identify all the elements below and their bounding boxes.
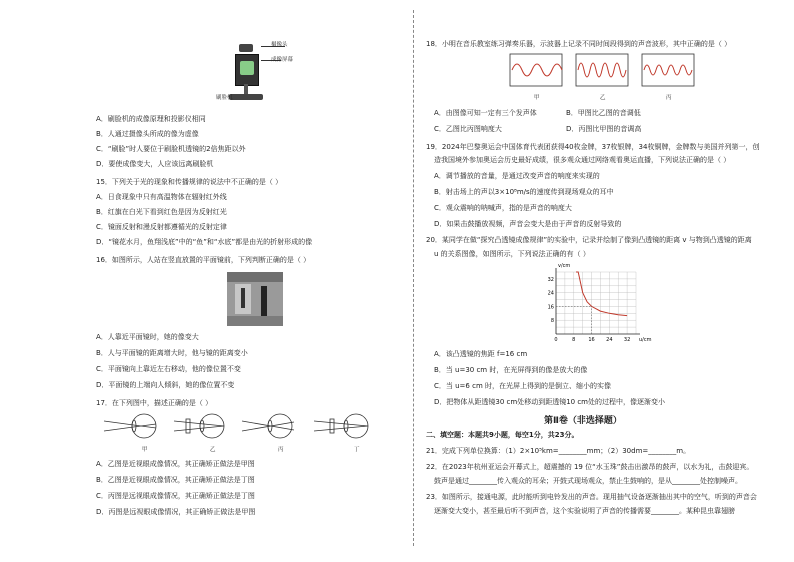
camera-label: 摄像头 <box>271 42 288 48</box>
q17-option-b: B．乙图是近视眼成像情况，其正确矫正做法是丁图 <box>96 476 255 484</box>
q19-option-d: D．如果击鼓播放视频，声音会变大是由于声音的反射导致的 <box>434 220 622 228</box>
q23: 23．如图所示，接通电源，此时能听到电铃发出的声音。现用抽气设备逐渐抽出其中的空气，听到的声音会 <box>426 493 757 501</box>
q20-option-a: A．该凸透镜的焦距 f=16 cm <box>434 350 528 358</box>
q19-stem-2: 造我国境外参加奥运会历史最好成绩，很多观众通过网络观看奥运直播，下列说法正确的是（ ） <box>434 156 731 164</box>
x-tick-label: 0 <box>554 337 558 343</box>
y-tick-label: 32 <box>547 276 554 283</box>
q14-option-c: C．“刷脸”时人要位于刷脸机透镜的2倍焦距以外 <box>96 145 246 153</box>
q20-option-c: C．当 u=6 cm 时，在光屏上得到的是倒立、缩小的实像 <box>434 382 611 390</box>
q19-option-a: A．调节播放的音量，是通过改变声音的响度来实现的 <box>434 172 600 180</box>
column-divider <box>413 10 414 546</box>
q23-continued: 逐渐变大变小，甚至最后听不到声音，这个实验说明了声音的传播需要________。某种昆虫靠翅膀 <box>434 507 735 515</box>
y-tick-label: 16 <box>547 304 554 311</box>
x-tick-label: 8 <box>572 337 576 343</box>
screen-label: 成像屏幕 <box>271 57 294 63</box>
q14-option-d: D．要使成像变大，人应该远离刷脸机 <box>96 160 214 168</box>
y-axis-label: v/cm <box>558 263 571 269</box>
q19-option-b: B．射击场上的声以3×10⁸m/s的速度传到现场观众的耳中 <box>434 188 614 196</box>
q20-option-b: B．当 u=30 cm 时，在光屏得到的像是放大的像 <box>434 366 588 374</box>
q21: 21．完成下列单位换算：（1）2×10⁵km=________mm；（2）30dm=________m。 <box>426 447 691 455</box>
wave-label-yi: 乙 <box>600 95 606 101</box>
q22: 22．在2023年杭州亚运会开幕式上，超震撼的 19 位“水玉珠”鼓击出激昂的鼓声，以水为礼，击鼓迎宾。 <box>426 463 754 471</box>
q18-option-a: A．由图像可知一定有三个发声体 <box>434 109 537 117</box>
section-title: 第Ⅱ卷（非选择题） <box>544 416 622 426</box>
wave-label-bing: 丙 <box>666 95 672 101</box>
q17-option-d: D．丙图是远视眼成像情况，其正确矫正做法是甲图 <box>96 508 256 516</box>
eye-label-bing: 丙 <box>278 447 284 453</box>
q18-option-c: C．乙图比丙图响度大 <box>434 125 502 133</box>
uv-chart <box>536 263 652 348</box>
q18-option-b: B．甲图比乙图的音调低 <box>566 109 641 117</box>
q15-option-a: A．日食现象中只有高温物体在辐射红外线 <box>96 193 227 201</box>
q15-option-c: C．镜面反射和漫反射都遵循光的反射定律 <box>96 223 227 231</box>
eye-label-ding: 丁 <box>354 447 360 453</box>
q15-option-b: B．红旗在白光下看到红色是因为反射红光 <box>96 208 227 216</box>
q17-option-a: A．乙图是近视眼成像情况，其正确矫正做法是甲图 <box>96 460 255 468</box>
wave-label-jia: 甲 <box>534 95 540 101</box>
eye-diagrams <box>104 410 384 446</box>
q15-option-d: D．“镜花水月，鱼翔浅底”中的“鱼”和“水底”都是由光的折射形成的像 <box>96 238 313 246</box>
q16-stem: 16．如图所示，人站在竖直放置的平面镜前，下列判断正确的是（ ） <box>96 256 311 264</box>
screen-icon <box>235 54 259 86</box>
q16-option-b: B．人与平面镜的距离增大时，他与镜的距离变小 <box>96 349 248 357</box>
q16-option-c: C．平面镜向上靠近左右移动，他的像位置不变 <box>96 365 241 373</box>
x-tick-label: 32 <box>623 337 631 343</box>
q18-option-d: D．丙图比甲图的音调高 <box>566 125 642 133</box>
y-tick-label: 24 <box>547 290 554 297</box>
q20-stem: 20．某同学在做“探究凸透镜成像规律”的实验中，记录并绘制了像到凸透镜的距离 v 与物到凸透镜的距离 <box>426 236 752 244</box>
q20-option-d: D．把物体从距透镜30 cm处移动到距透镜10 cm处的过程中，像逐渐变小 <box>434 398 665 406</box>
q14-option-a: A．刷脸机的成像原理和投影仪相同 <box>96 115 206 123</box>
x-tick-label: 16 <box>588 337 595 343</box>
eye-label-yi: 乙 <box>210 447 216 453</box>
section-note: 二、填空题：本题共9小题，每空1分，共23分。 <box>426 431 579 439</box>
q16-option-a: A．人靠近平面镜时，她的像变大 <box>96 333 199 341</box>
mirror-photo <box>227 272 283 326</box>
y-tick-label: 8 <box>550 318 554 325</box>
waveform-figures <box>508 52 708 92</box>
series-curve <box>576 272 627 316</box>
q20-stem-2: u 的关系图像，如图所示，下列说法正确的有（ ） <box>434 250 590 258</box>
base-icon <box>229 94 263 100</box>
q15-stem: 15．下列关于光的现象和传播规律的说法中不正确的是（ ） <box>96 178 283 186</box>
q17-option-c: C．丙图是远视眼成像情况，其正确矫正做法是丁图 <box>96 492 255 500</box>
q19-stem: 19．2024年巴黎奥运会中国体育代表团获得40枚金牌，37枚银牌，34枚铜牌，金牌数与美国并列第一，创 <box>426 143 760 151</box>
x-axis-label: u/cm <box>639 337 652 343</box>
q14-option-b: B．人通过摄像头所成的像为虚像 <box>96 130 199 138</box>
q22-continued: 鼓声是通过________传入观众的耳朵；开鼓式现场观众，禁止生鼓响的，是从________处控制噪声。 <box>434 477 742 485</box>
device-label: 刷脸机 <box>216 95 233 101</box>
q17-stem: 17．在下列图中，描述正确的是（ ） <box>96 399 213 407</box>
x-tick-label: 24 <box>606 337 613 343</box>
camera-icon <box>239 44 253 52</box>
q18-stem: 18．小明在音乐教室练习弹奏乐器，示波器上记录不同时间段得到的声音波形，其中正确的是（ ） <box>426 40 732 48</box>
eye-label-jia: 甲 <box>142 447 148 453</box>
q16-option-d: D．平面镜的上端向人倾斜，她的像位置不变 <box>96 381 235 389</box>
q19-option-c: C．观众震响的呐喊声，指的是声音的响度大 <box>434 204 572 212</box>
